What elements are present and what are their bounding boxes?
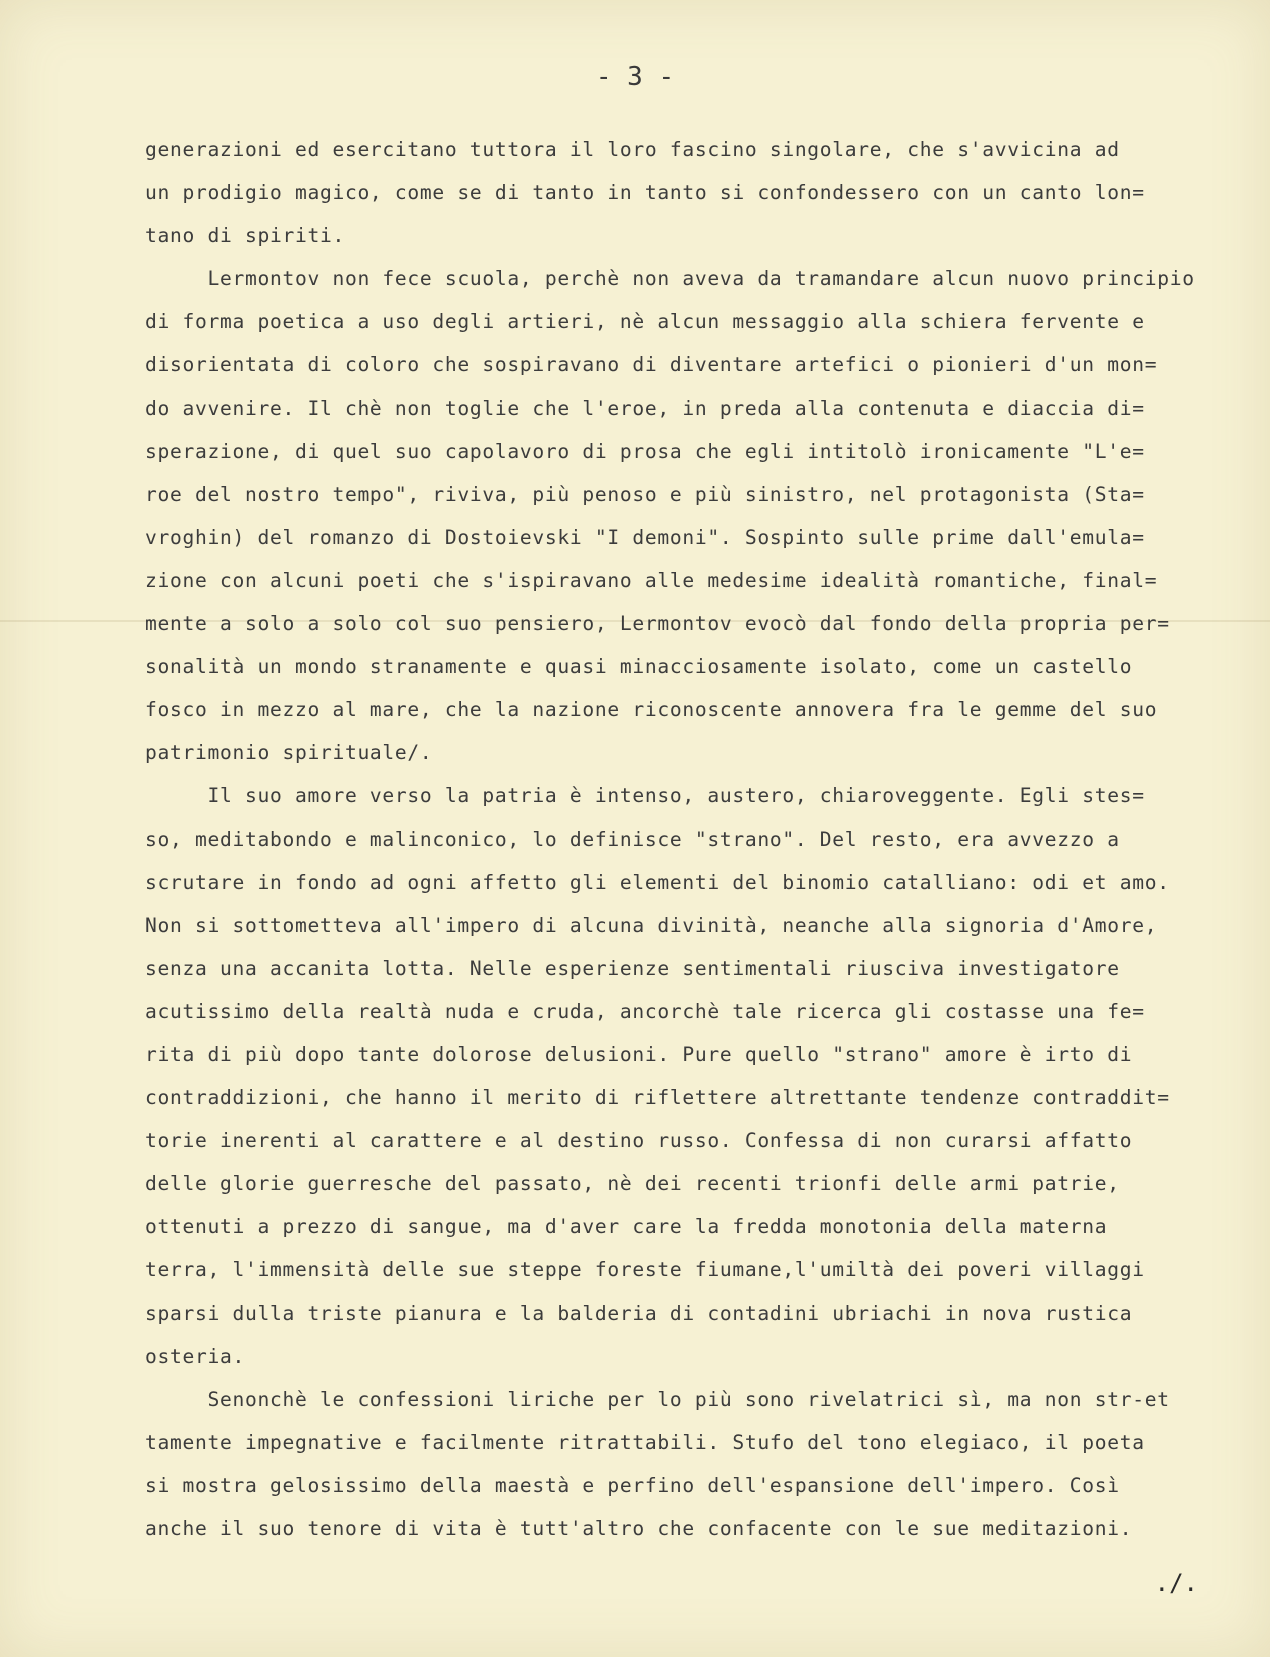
text-line: Non si sottometteva all'impero di alcuna divinità, neanche alla signoria d'Amore,	[145, 913, 1158, 937]
text-line: generazioni ed esercitano tuttora il loro fascino singolare, che s'avvicina ad	[145, 138, 1120, 161]
text-line: Il suo amore verso la patria è intenso, austero, chiaroveggente. Egli stes=	[145, 784, 1145, 808]
text-line: osteria.	[145, 1344, 245, 1368]
text-line: roe del nostro tempo", riviva, più penoso e più sinistro, nel protagonista (Sta=	[145, 482, 1145, 506]
continuation-mark: ./.	[1154, 1569, 1198, 1597]
text-line: so, meditabondo e malinconico, lo definisce "strano". Del resto, era avvezzo a	[145, 827, 1120, 851]
page-number: - 3 -	[595, 62, 675, 92]
text-line: vroghin) del romanzo di Dostoievski "I demoni". Sospinto sulle prime dall'emula=	[145, 525, 1145, 549]
text-line: patrimonio spirituale/.	[145, 741, 433, 765]
text-line: anche il suo tenore di vita è tutt'altro che confacente con le sue meditazioni.	[145, 1517, 1133, 1540]
text-line: terra, l'immensità delle sue steppe foreste fiumane,l'umiltà dei poveri villaggi	[145, 1258, 1145, 1282]
typewritten-body	[145, 128, 1225, 1550]
text-line: fosco in mezzo al mare, che la nazione riconoscente annovera fra le gemme del suo	[145, 698, 1158, 722]
text-line: senza una accanita lotta. Nelle esperienze sentimentali riusciva investigatore	[145, 956, 1120, 980]
text-line: sonalità un mondo stranamente e quasi minacciosamente isolato, come un castello	[145, 655, 1133, 679]
text-line: rita di più dopo tante dolorose delusioni. Pure quello "strano" amore è irto di	[145, 1042, 1133, 1066]
text-line: scrutare in fondo ad ogni affetto gli elementi del binomio catalliano: odi et amo.	[145, 870, 1170, 894]
text-line: delle glorie guerresche del passato, nè dei recenti trionfi delle armi patrie,	[145, 1172, 1120, 1196]
text-line: acutissimo della realtà nuda e cruda, ancorchè tale ricerca gli costasse una fe=	[145, 999, 1145, 1023]
text-line: sperazione, di quel suo capolavoro di prosa che egli intitolò ironicamente "L'e=	[145, 439, 1145, 463]
text-line: do avvenire. Il chè non toglie che l'eroe, in preda alla contenuta e diaccia di=	[145, 396, 1145, 420]
text-line: zione con alcuni poeti che s'ispiravano alle medesime idealità romantiche, final=	[145, 568, 1158, 592]
text-line: disorientata di coloro che sospiravano di diventare artefici o pionieri d'un mon=	[145, 353, 1158, 377]
text-line: Senonchè le confessioni liriche per lo più sono rivelatrici sì, ma non str-et	[145, 1387, 1170, 1411]
text-line: torie inerenti al carattere e al destino russo. Confessa di non curarsi affatto	[145, 1129, 1133, 1153]
text-line: di forma poetica a uso degli artieri, nè alcun messaggio alla schiera fervente e	[145, 310, 1145, 334]
text-line: tano di spiriti.	[145, 224, 345, 248]
text-line: contraddizioni, che hanno il merito di riflettere altrettante tendenze contraddit=	[145, 1086, 1170, 1110]
text-line: mente a solo a solo col suo pensiero, Lermontov evocò dal fondo della propria per=	[145, 612, 1170, 636]
text-line: Lermontov non fece scuola, perchè non aveva da tramandare alcun nuovo principio	[145, 267, 1195, 291]
text-line: sparsi dulla triste pianura e la balderia di contadini ubriachi in nova rustica	[145, 1301, 1133, 1325]
text-line: si mostra gelosissimo della maestà e perfino dell'espansione dell'impero. Così	[145, 1473, 1120, 1497]
text-line: un prodigio magico, come se di tanto in tanto si confondessero con un canto lon=	[145, 181, 1145, 205]
text-line: tamente impegnative e facilmente ritrattabili. Stufo del tono elegiaco, il poeta	[145, 1430, 1145, 1454]
text-line: ottenuti a prezzo di sangue, ma d'aver care la fredda monotonia della materna	[145, 1215, 1108, 1239]
